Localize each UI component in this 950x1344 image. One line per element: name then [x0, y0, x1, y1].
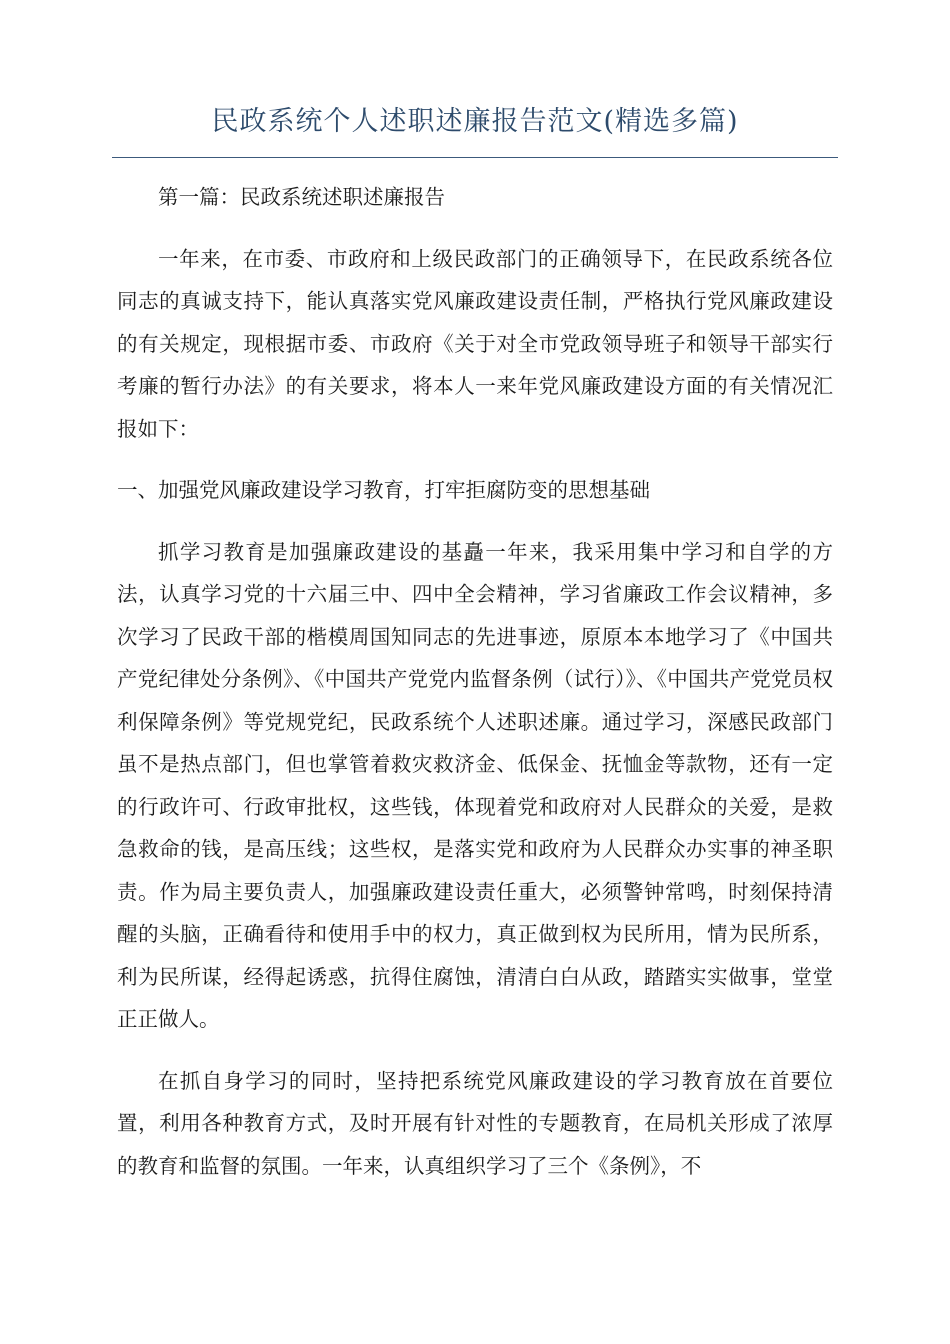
section-heading-one: 一、加强党风廉政建设学习教育，打牢拒腐防变的思想基础 [117, 478, 650, 502]
document-body [117, 176, 833, 1206]
section-heading-part-one: 第一篇：民政系统述职述廉报告 [158, 185, 445, 209]
body-paragraph-study: 抓学习教育是加强廉政建设的基矗一年来，我采用集中学习和自学的方法，认真学习党的十六届三中、四中全会精神，学习省廉政工作会议精神，多次学习了民政干部的楷模周国知同志的先进事迹，原原本本地学习了《中国共产党纪律处分条例》、《中国共产党党内监督条例（试行）》、《中国共产党党员权利保障条例》等党规党纪，民政系统个人述职述廉。通过学习，深感民政部门虽不是热点部门，但也掌管着救灾救济金、低保金、抚恤金等款物，还有一定的行政许可、行政审批权，这些钱，体现着党和政府对人民群众的关爱，是救急救命的钱，是高压线；这些权，是落实党和政府为人民群众办实事的神圣职责。作为局主要负责人，加强廉政建设责任重大，必须警钟常鸣，时刻保持清醒的头脑，正确看待和使用手中的权力，真正做到权为民所用，情为民所系，利为民所谋，经得起诱惑，抗得住腐蚀，清清白白从政，踏踏实实做事，堂堂正正做人。 [117, 539, 833, 1031]
title-divider [112, 157, 838, 158]
body-paragraph-education: 在抓自身学习的同时，坚持把系统党风廉政建设的学习教育放在首要位置，利用各种教育方式，及时开展有针对性的专题教育，在局机关形成了浓厚的教育和监督的氛围。一年来，认真组织学习了三个《条例》，不 [117, 1068, 833, 1178]
intro-paragraph: 一年来，在市委、市政府和上级民政部门的正确领导下，在民政系统各位同志的真诚支持下，能认真落实党风廉政建设责任制，严格执行党风廉政建设的有关规定，现根据市委、市政府《关于对全市党政领导班子和领导干部实行考廉的暂行办法》的有关要求，将本人一来年党风廉政建设方面的有关情况汇报如下： [117, 246, 833, 441]
document-title: 民政系统个人述职述廉报告范文(精选多篇) [211, 106, 739, 137]
